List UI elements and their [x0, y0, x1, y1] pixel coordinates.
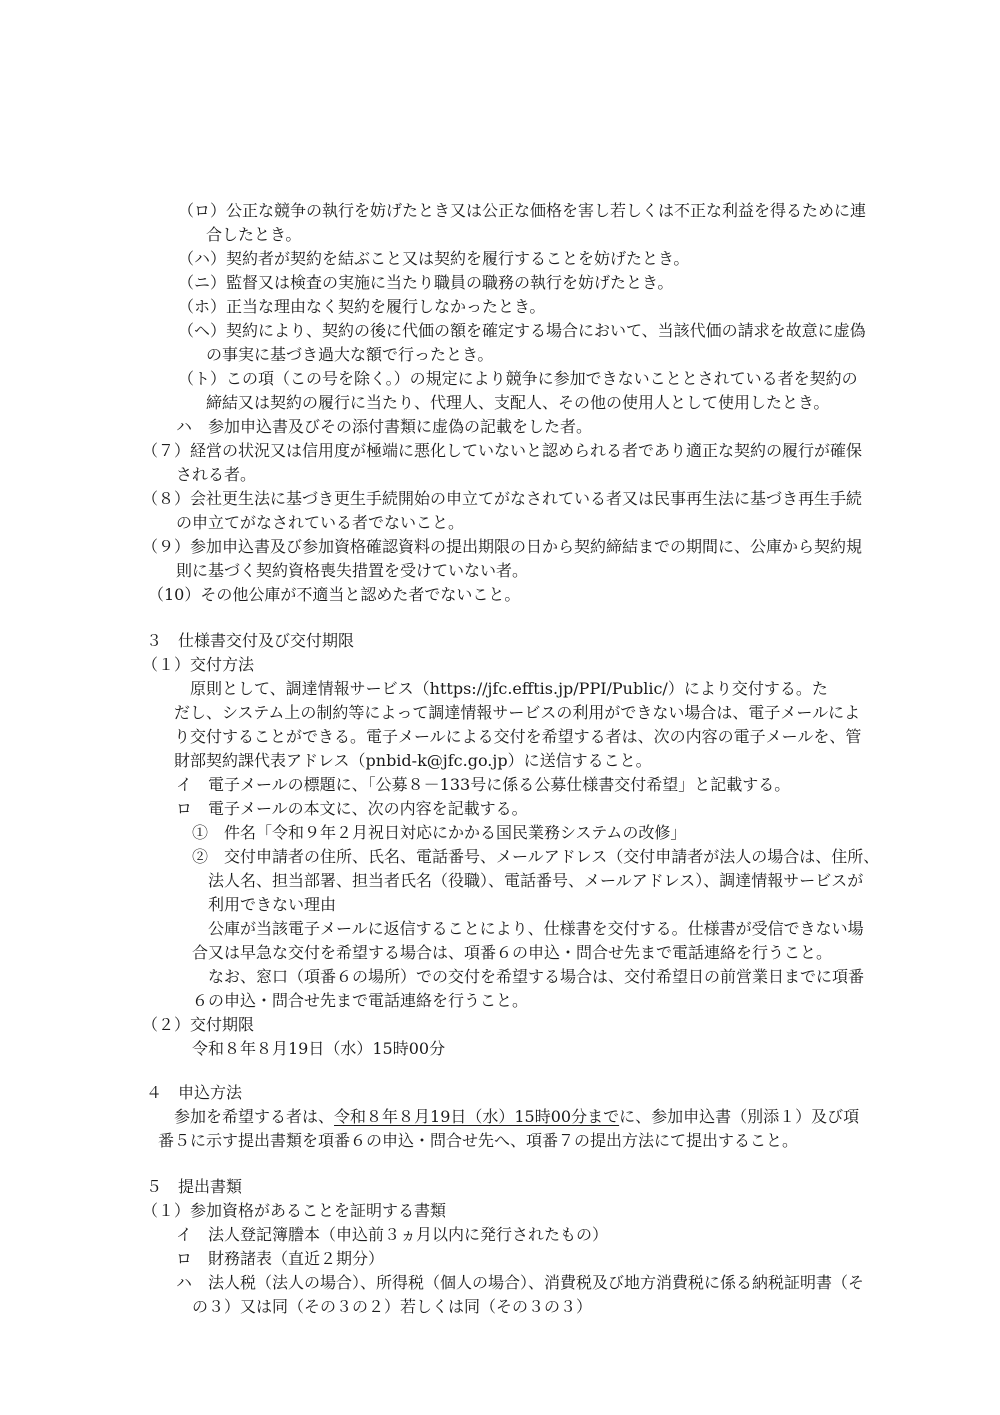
text-line: 番５に示す提出書類を項番６の申込・問合せ先へ、項番７の提出方法にて提出すること。 [158, 1131, 799, 1150]
text-line: （ホ）正当な理由なく契約を履行しなかったとき。 [178, 297, 546, 316]
subsection-heading: （１）参加資格があることを証明する書類 [142, 1201, 447, 1220]
deadline-underlined: 令和８年８月19日（水）15時00分まで [334, 1107, 620, 1126]
text-line: 公庫が当該電子メールに返信することにより、仕様書を交付する。仕様書が受信できない場 [208, 919, 864, 938]
text-line: される者。 [176, 465, 257, 484]
text-line: ① 件名「令和９年２月祝日対応にかかる国民業務システムの改修」 [192, 823, 687, 842]
text-line: 合又は早急な交付を希望する場合は、項番６の申込・問合せ先まで電話連絡を行うこと。 [192, 943, 833, 962]
text-line: 原則として、調達情報サービス（https://jfc.efftis.jp/PPI/Public/）により交付する。た [190, 679, 828, 698]
text-segment: に、参加申込書（別添１）及び項 [619, 1107, 860, 1126]
text-line: ② 交付申請者の住所、氏名、電話番号、メールアドレス（交付申請者が法人の場合は、住所、 [192, 847, 880, 866]
text-segment: 参加を希望する者は、 [174, 1107, 335, 1126]
text-line: り交付することができる。電子メールによる交付を希望する者は、次の内容の電子メールを、管 [174, 727, 862, 746]
text-line: 財部契約課代表アドレス（pnbid-k@jfc.go.jp）に送信すること。 [174, 751, 652, 770]
section-heading: ５ 提出書類 [146, 1177, 243, 1196]
text-line: （７）経営の状況又は信用度が極端に悪化していないと認められる者であり適正な契約の履行が確保 [142, 441, 863, 460]
text-line: （ハ）契約者が契約を結ぶこと又は契約を履行することを妨げたとき。 [178, 249, 690, 268]
subsection-heading: （２）交付期限 [142, 1015, 255, 1034]
text-line: 合したとき。 [206, 225, 302, 244]
text-line: （ヘ）契約により、契約の後に代価の額を確定する場合において、当該代価の請求を故意に虚偽 [178, 321, 866, 340]
text-line: （ト）この項（この号を除く。）の規定により競争に参加できないこととされている者を契約の [178, 369, 858, 388]
text-line: ロ 財務諸表（直近２期分） [176, 1249, 385, 1268]
text-line: の３）又は同（その３の２）若しくは同（その３の３） [192, 1297, 593, 1316]
section-heading: ３ 仕様書交付及び交付期限 [146, 631, 355, 650]
section-heading: ４ 申込方法 [146, 1083, 243, 1102]
subsection-heading: （１）交付方法 [142, 655, 255, 674]
text-line: なお、窓口（項番６の場所）での交付を希望する場合は、交付希望日の前営業日までに項番 [208, 967, 865, 986]
text-line: 令和８年８月19日（水）15時00分 [192, 1039, 446, 1058]
text-line: ６の申込・問合せ先まで電話連絡を行うこと。 [192, 991, 529, 1010]
text-line: 法人名、担当部署、担当者氏名（役職）、電話番号、メールアドレス）、調達情報サービスが [208, 871, 864, 890]
text-line: の申立てがなされている者でないこと。 [176, 513, 465, 532]
text-line: の事実に基づき過大な額で行ったとき。 [206, 345, 494, 364]
text-line: （10）その他公庫が不適当と認めた者でないこと。 [148, 585, 521, 604]
text-line: 利用できない理由 [208, 895, 337, 914]
text-line: ロ 電子メールの本文に、次の内容を記載する。 [176, 799, 528, 818]
text-line: （９）参加申込書及び参加資格確認資料の提出期限の日から契約締結までの期間に、公庫から契約規 [142, 537, 863, 556]
text-line: ハ 法人税（法人の場合）、所得税（個人の場合）、消費税及び地方消費税に係る納税証明書（そ [176, 1273, 865, 1292]
text-line: （ロ）公正な競争の執行を妨げたとき又は公正な価格を害し若しくは不正な利益を得るために連 [178, 201, 867, 220]
text-line: ハ 参加申込書及びその添付書類に虚偽の記載をした者。 [176, 417, 593, 436]
text-line: （ニ）監督又は検査の実施に当たり職員の職務の執行を妨げたとき。 [178, 273, 674, 292]
text-line: 則に基づく契約資格喪失措置を受けていない者。 [176, 561, 529, 580]
text-line: イ 電子メールの標題に、「公募８－133号に係る公募仕様書交付希望」と記載する。 [176, 775, 791, 794]
text-line: 締結又は契約の履行に当たり、代理人、支配人、その他の使用人として使用したとき。 [206, 393, 830, 412]
text-line: だし、システム上の制約等によって調達情報サービスの利用ができない場合は、電子メールによ [174, 703, 861, 722]
text-line [174, 1106, 859, 1128]
text-line: （８）会社更生法に基づき更生手続開始の申立てがなされている者又は民事再生法に基づき再生手続 [142, 489, 863, 508]
text-line: イ 法人登記簿謄本（申込前３ヵ月以内に発行されたもの） [176, 1225, 609, 1244]
